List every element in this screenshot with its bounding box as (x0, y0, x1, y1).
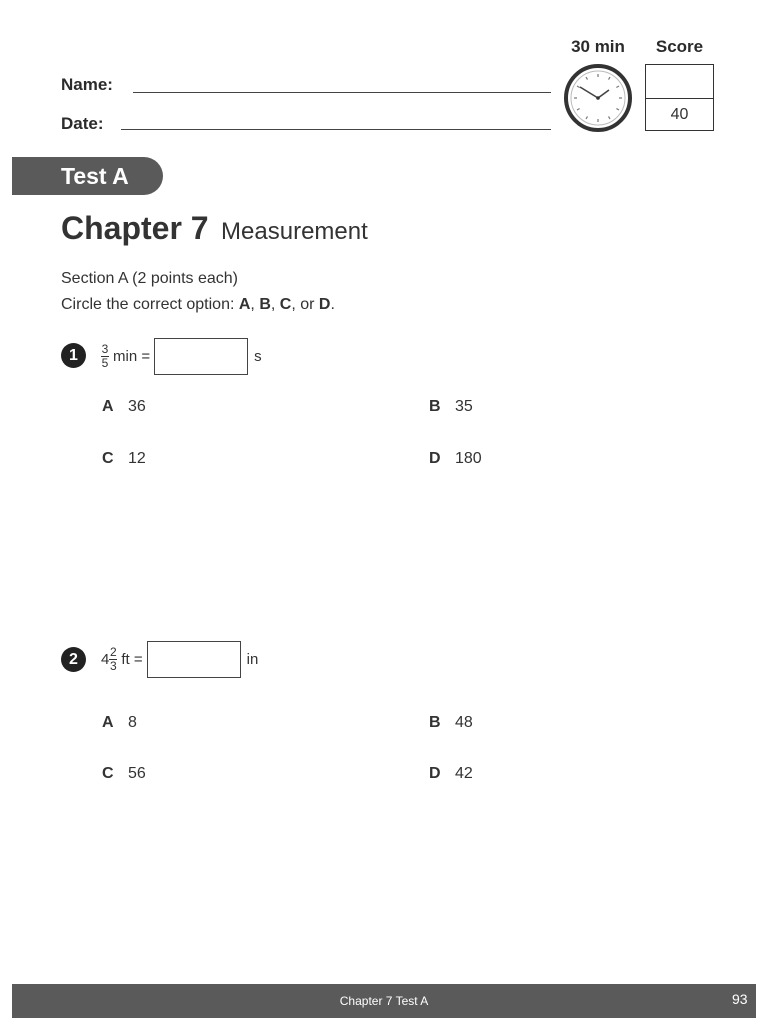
option-a[interactable]: A 8 (102, 714, 137, 731)
score-label: Score (655, 37, 704, 56)
option-d[interactable]: D 42 (429, 765, 473, 782)
timer-label: 30 min (571, 37, 625, 56)
option-b[interactable]: B 35 (429, 398, 473, 415)
fraction: $\frac{2}{3}$ (110, 644, 117, 673)
question-2-text: 4 $\frac{2}{3}$ ft = in (101, 640, 258, 678)
question-number-badge: 1 (61, 343, 86, 368)
option-a[interactable]: A 36 (102, 398, 146, 415)
option-b[interactable]: B 48 (429, 714, 473, 731)
instructions (61, 266, 335, 318)
question-number-badge: 2 (61, 647, 86, 672)
option-d[interactable]: D 180 (429, 450, 482, 467)
chapter-heading (61, 210, 368, 247)
section-line: Section A (2 points each) (61, 270, 238, 287)
footer-label: Chapter 7 Test A (339, 994, 429, 1008)
date-label: Date: (61, 114, 104, 133)
score-entry[interactable] (646, 65, 713, 99)
question-1-text: $\frac{3}{5}$ min = s (101, 337, 262, 375)
answer-box[interactable] (147, 641, 241, 678)
option-c[interactable]: C 12 (102, 450, 146, 467)
score-box (645, 64, 714, 131)
score-total: 40 (670, 106, 689, 123)
circle-instruction: Circle the correct option: A, B, C, or D. (61, 296, 335, 313)
chapter-number: Chapter 7 (61, 210, 209, 246)
footer-bar (12, 984, 756, 1018)
name-label: Name: (61, 75, 113, 94)
answer-box[interactable] (154, 338, 248, 375)
chapter-title: Measurement (221, 218, 368, 245)
clock-icon (563, 64, 633, 132)
option-c[interactable]: C 56 (102, 765, 146, 782)
name-field[interactable] (133, 92, 551, 93)
page-number: 93 (732, 991, 748, 1007)
date-field[interactable] (121, 129, 551, 130)
fraction: $\frac{3}{5}$ (101, 341, 109, 370)
test-banner: Test A (12, 157, 163, 195)
